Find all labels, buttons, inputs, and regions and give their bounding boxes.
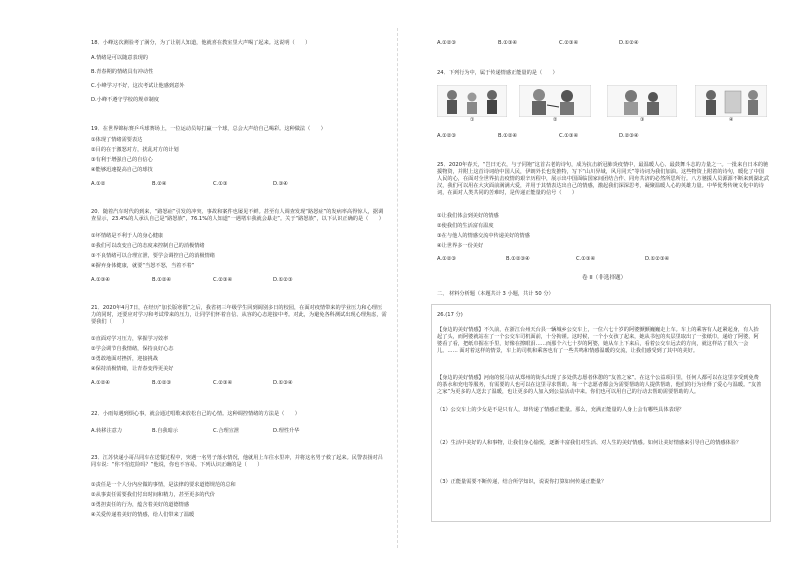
q19-choice-a: A.①② bbox=[91, 181, 106, 187]
sub-question-2: （2）生活中美好的人和事物，让我们身心愉悦，逐渐丰富我们对生活、对人生的美好情感。如何让美好情感来引导自己的情感体验？ bbox=[437, 440, 742, 446]
q24-pictures bbox=[437, 85, 767, 123]
q22-choice-a: A.转移注意力 bbox=[91, 428, 123, 434]
q20-choice-b: B.①②④ bbox=[152, 277, 172, 283]
q24-choice-d: D.②③④ bbox=[619, 133, 639, 139]
q25-stem: 25．2020年春天，“岂曰无衣，与子同袍”这首古老的诗句，成为抗击新冠肺炎疫情中，最温暖人心、最鼓舞斗志的力量之一。一批来自日本的驰援物资，并附上这首诗词给中国人民，伊朗外长也发推特，写下“山川异域，风月同天”等诗词为我们加油。这些物资上附着的诗句，暖化了中国人民的心，在面对全世界抗击疫情的艰辛历程中，展示出中国面临国家间团结合作、同舟共济的必然所思所行。八方驰援人员源源不断来到湖北武汉，我们可以用在大灾面前满满大爱，并用于其情表达出自己的情感，激起我们深深思考，凝聚温暖人心的英雄力量。中华优秀传统文化中的诗词，在面对人类共同的苦难时，是传递正能量的信号（ ） bbox=[437, 162, 770, 196]
q23-item-4: ④关爱传递着美好的情感，给人们带来了温暖 bbox=[91, 512, 195, 518]
q24-picture-2 bbox=[519, 85, 591, 117]
q24-label-2: ② bbox=[553, 117, 558, 123]
q21-item-3: ③勇敢地面对挫折，迎接挑战 bbox=[91, 356, 158, 362]
q23-stem: 23．江苏快递小哥吕同车在送餐过程中，突遇一名男子落水情况，他就用上车往水里冲，并将这名男子救了起来。民警表扬对吕同车说：“你不怕危险吗？”他说，你也不容易。下列认识正确的是（ ） bbox=[91, 455, 383, 468]
q24-choice-a: A.①②③ bbox=[437, 133, 457, 139]
sub-question-3: （3）正能量需要不断传递，结合所学知识，说说你打算如何传递正能量？ bbox=[437, 479, 607, 485]
q24-picture-3 bbox=[607, 85, 677, 117]
q25-choice-d: D.①②③④ bbox=[645, 256, 670, 262]
q25-choice-a: A.①②③ bbox=[437, 256, 457, 262]
q20-stem: 20．随着汽车时代的到来，“路怒症”引发的冲突、事故和案件也屡见不鲜。甚至有人调查发现“路怒症”的发病率高得惊人，据调查显示，23.4%的人承认自己是“路怒族”，76.1%的人知道“一遇堵车我就会暴走”。关于“路怒族”，以下认识正确的是（ ） bbox=[91, 209, 384, 222]
q21-stem: 21．2020年4月7日，在经历“加长版寒假”之后，我省初三年级学生回到阔别多日的校园，在面对疫情带来的学业压力和心理压力的同时，还要应对学习和考试带来的压力，让同学们怀着自信、从容的心态迎接中考。对此，为避免各科测试出现心理焦虑，需要我们（ ） bbox=[91, 305, 387, 325]
q24-picture-1 bbox=[437, 85, 507, 117]
q19-choice-b: B.②④ bbox=[152, 181, 167, 187]
column-divider bbox=[397, 28, 398, 548]
q23-choice-c: C.②③④ bbox=[559, 40, 579, 46]
q24-label-1: ① bbox=[470, 117, 475, 123]
volume-2-title: 卷 II（非选择题） bbox=[582, 275, 627, 281]
q24-label-4: ④ bbox=[729, 117, 734, 123]
q19-item-3: ③有利于增强自己的自信心 bbox=[91, 157, 153, 163]
q21-choice-d: D.①③④ bbox=[273, 380, 293, 386]
q21-item-2: ②学会调节自我情绪，保持良好心态 bbox=[91, 346, 174, 352]
q18-stem: 18．小峰这次测验考了满分，为了让别人知道，他就喜在教室里大声喝了起来。这说明（ ） bbox=[91, 40, 311, 46]
q20-item-3: ③不良情绪可以合理宣泄，要学会调控自己的消极情绪 bbox=[91, 253, 215, 259]
q24-stem: 24．下列行为中，属于传递情感正能量的是（ ） bbox=[437, 70, 558, 76]
q20-item-4: ④摒弃身体健康，就要“当怒不怒，当着不着” bbox=[91, 263, 195, 269]
q19-item-1: ①体现了情绪需要表达 bbox=[91, 137, 143, 143]
q21-item-4: ④保持消极情绪，让青春变得更美好 bbox=[91, 366, 174, 372]
q24-choice-c: C.①③④ bbox=[559, 133, 579, 139]
q21-choice-c: C.②③④ bbox=[213, 380, 233, 386]
q18-option-c: C.小峰学习不好，这次考试让他感到意外 bbox=[91, 83, 185, 89]
q23-item-1: ①责任是一个人分内应做的事情，是法律的要求道德规范的总和 bbox=[91, 482, 236, 488]
q24-label-3: ③ bbox=[640, 117, 645, 123]
material-2: 【身边的美好情感】河南的悦马店从郑州的街头出现了多处供志愿者休憩的“友善之家”。在这个公益项目里，任何人都可以在这里享受到免费的茶水和充电等服务，有需要的人也可以在这里寻求帮助。每一个志愿者都会为需要帮助的人提供帮助，他们的行为诠释了爱心与温暖。“友善之家”为更多的人送去了温暖，也让更多的人加入到公益活动中来。你们也可以用自己的行动去帮助需要帮助的人。 bbox=[437, 375, 762, 395]
q21-choice-b: B.①②③ bbox=[152, 380, 172, 386]
sub-question-1: （1）公交车上的少女是不是只有人，却传递了情感正能量。那么，充满正能量的人身上会有哪些具体表现？ bbox=[437, 407, 685, 413]
q20-item-2: ②我们可以改变自己的态度来控制自己的消极情绪 bbox=[91, 243, 205, 249]
q24-choice-b: B.①②④ bbox=[498, 133, 518, 139]
q19-choice-c: C.①③ bbox=[213, 181, 228, 187]
q25-item-4: ④让世界多一份美好 bbox=[437, 243, 484, 249]
q18-option-a: A.情绪是可以随意表现的 bbox=[91, 55, 148, 61]
q23-item-3: ③勇担责任的行为，蕴含着美好的道德情感 bbox=[91, 502, 190, 508]
q20-choice-c: C.②③④ bbox=[213, 277, 233, 283]
q20-choice-d: D.①②③ bbox=[273, 277, 293, 283]
q20-choice-a: A.①③④ bbox=[91, 277, 111, 283]
q24-picture-4 bbox=[695, 85, 767, 117]
q25-choice-b: B.①②③④ bbox=[506, 256, 530, 262]
q23-choice-d: D.①②④ bbox=[619, 40, 639, 46]
q22-choice-d: D.理性升华 bbox=[273, 428, 300, 434]
q18-option-b: B.青春期的情绪具有冲动性 bbox=[91, 69, 154, 75]
q25-item-3: ③在与他人的情感交流中传递美好的情感 bbox=[437, 233, 530, 239]
q19-choice-d: D.③④ bbox=[273, 181, 288, 187]
q18-option-d: D.小峰不遵守学校的规章制度 bbox=[91, 97, 159, 103]
q26-heading: 26.(17 分) bbox=[437, 312, 463, 318]
q19-item-2: ②目的在于激怒对方，扰乱对方的计划 bbox=[91, 147, 179, 153]
q23-choice-b: B.①③④ bbox=[498, 40, 518, 46]
q23-item-2: ②从事责任需要我们付出时间和精力，甚至更多的代价 bbox=[91, 492, 215, 498]
q22-choice-b: B.自我暗示 bbox=[152, 428, 178, 434]
q22-choice-c: C.合理宣泄 bbox=[213, 428, 240, 434]
material-1: 【身边的美好情感】不久前，在浙江台州天台县一辆城乡公交车上，一位六七十岁的阿婆颤颤巍巍走上车。车上的乘客有人赶紧起身，有人抬起了头，而阿婆就站在了一个公交车司机面前，十分拘谨。这时候，一个小女孩了起来，她从书包的夹层里取出了一张纸巾，递给了阿婆，阿婆看了看，把纸巾握在手里，好像在擦眼泪……而那个六七十岁的阿婆，她从车上下来后，看着公交车远去的方向，就这样站了很久一会儿。…… 面对着这样的情景，车上的司机和乘客也有了一些共鸣和情感温暖的交流，让我们感受到了其中的美好。 bbox=[437, 327, 759, 354]
q21-item-1: ①直面对学习压力，掌握学习效率 bbox=[91, 336, 169, 342]
q20-item-1: ①坏情绪是不利于人的身心健康 bbox=[91, 233, 164, 239]
q25-item-1: ①让我们体会到美好的情感 bbox=[437, 213, 499, 219]
q19-stem: 19．在世界锦标赛乒乓球赛场上，一位运动员每打赢一个球，总会大声给自己喝彩。这种做法（ ） bbox=[91, 126, 326, 132]
q23-choice-a: A.①②③ bbox=[437, 40, 457, 46]
q21-choice-a: A.①②④ bbox=[91, 380, 111, 386]
q25-choice-c: C.①③④ bbox=[576, 256, 596, 262]
q19-item-4: ④能够迅速提高自己的球技 bbox=[91, 167, 153, 173]
q22-stem: 22．小雨每遇到烦心事，就会通过唱歌来放松自己的心情。这种调控情绪的方法是（ ） bbox=[91, 411, 300, 417]
q25-item-2: ②使我们的生活富有温度 bbox=[437, 223, 494, 229]
section-2-heading: 二、 材料分析题（本题共计 3 小题，共计 50 分） bbox=[437, 291, 554, 297]
